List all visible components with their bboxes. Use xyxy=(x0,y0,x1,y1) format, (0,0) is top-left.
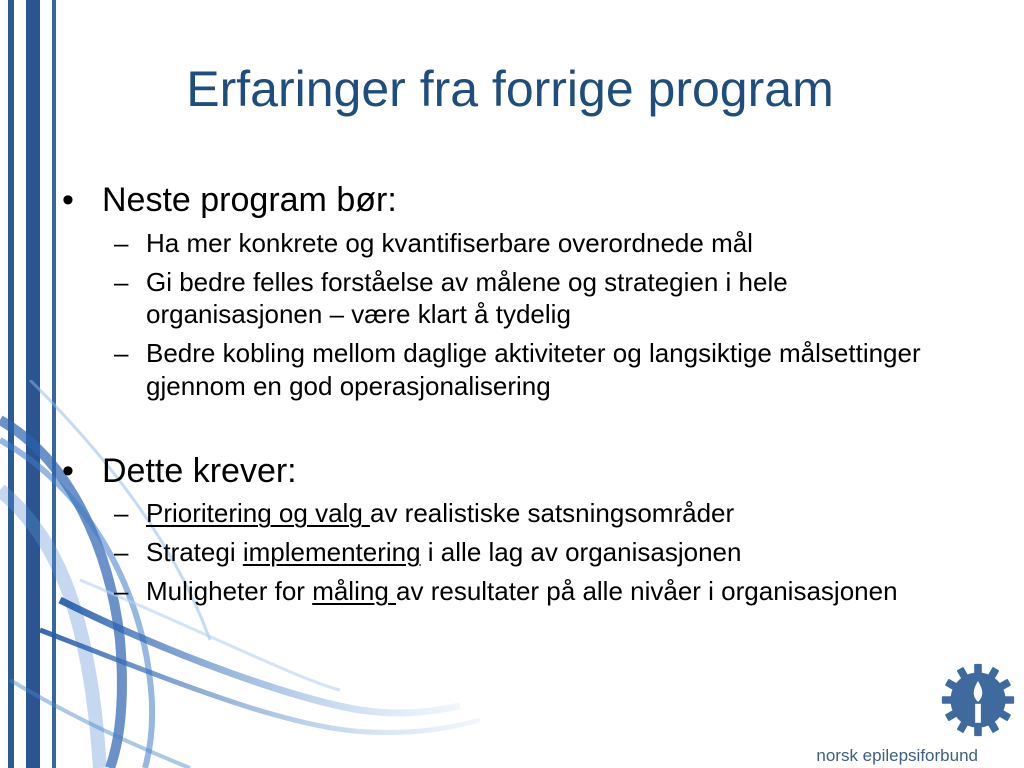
underlined-term: Prioritering og valg xyxy=(146,498,370,529)
underlined-term: implementering xyxy=(242,537,421,568)
bullet-icon: • xyxy=(62,181,74,219)
gear-candle-icon xyxy=(940,662,1016,738)
list-item xyxy=(58,337,958,403)
list-item-text: i alle lag av organisasjonen xyxy=(420,537,742,568)
list-item-text: Bedre kobling mellom daglige aktiviteter og langsiktige målsettinger gjennom en god operasjonalisering xyxy=(146,338,921,401)
bullet-icon: • xyxy=(62,451,74,490)
list-item xyxy=(58,497,958,530)
section-spacer xyxy=(58,403,958,451)
list-item-text: Gi bedre felles forståelse av målene og strategien i hele organisasjonen – være klart å tydelig xyxy=(146,266,788,330)
list-item-text: av resultater på alle nivåer i organisasjonen xyxy=(396,575,898,606)
dash-icon: – xyxy=(114,227,129,258)
section-heading-text: Dette krever: xyxy=(102,451,297,490)
list-item xyxy=(58,227,958,260)
section-heading xyxy=(58,180,958,221)
slide-content xyxy=(58,180,958,608)
underlined-term: måling xyxy=(312,575,397,606)
section-heading-text: Neste program bør: xyxy=(102,181,397,219)
list-item-text: Muligheter for xyxy=(146,575,313,606)
list-item-text: av realistiske satsningsområder xyxy=(370,498,735,529)
dash-icon: – xyxy=(114,266,129,297)
organization-logo xyxy=(814,660,1024,768)
logo-text: norsk epilepsiforbund xyxy=(816,746,978,765)
dash-icon: – xyxy=(114,338,129,369)
dash-icon: – xyxy=(114,575,129,606)
list-item xyxy=(58,266,958,332)
slide-title: Erfaringer fra forrige program xyxy=(186,61,834,117)
section-heading xyxy=(58,451,958,492)
list-item-text: Strategi xyxy=(146,537,243,568)
dash-icon: – xyxy=(114,498,129,529)
list-item-text: Ha mer konkrete og kvantifiserbare overordnede mål xyxy=(146,227,753,258)
list-item xyxy=(58,575,958,608)
dash-icon: – xyxy=(114,537,129,568)
list-item xyxy=(58,536,958,569)
